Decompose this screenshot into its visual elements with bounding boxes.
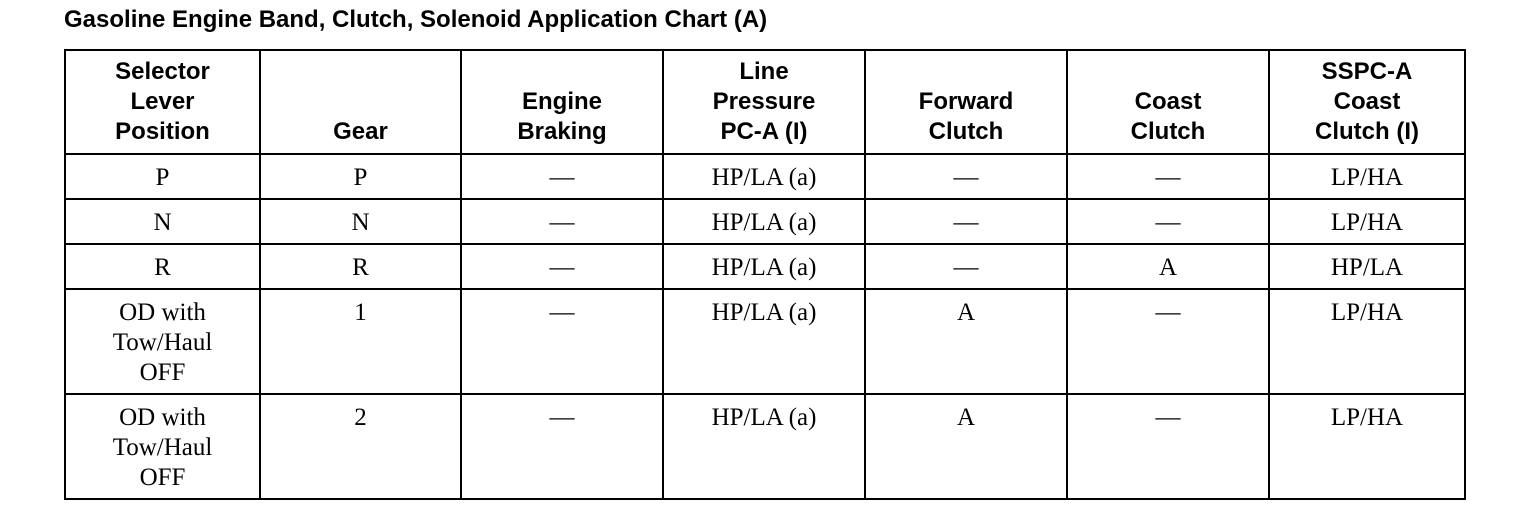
cell-selector: R [65, 244, 260, 289]
table-row [65, 199, 1465, 244]
cell-line-pressure: HP/LA (a) [663, 289, 865, 394]
cell-line-pressure: HP/LA (a) [663, 394, 865, 499]
cell-forward-clutch: — [865, 244, 1067, 289]
cell-line-pressure: HP/LA (a) [663, 154, 865, 199]
cell-sspc-a: LP/HA [1269, 154, 1465, 199]
cell-coast-clutch: A [1067, 244, 1269, 289]
cell-gear: R [260, 244, 461, 289]
cell-engine-braking: — [461, 394, 663, 499]
cell-sspc-a: LP/HA [1269, 199, 1465, 244]
table-row [65, 394, 1465, 499]
cell-gear: 2 [260, 394, 461, 499]
header-gear: Gear [260, 50, 461, 154]
header-sspc-a-coast-clutch: SSPC-A Coast Clutch (I) [1269, 50, 1465, 154]
cell-engine-braking: — [461, 289, 663, 394]
cell-coast-clutch: — [1067, 199, 1269, 244]
cell-coast-clutch: — [1067, 289, 1269, 394]
header-coast-clutch: Coast Clutch [1067, 50, 1269, 154]
table-row [65, 154, 1465, 199]
header-forward-clutch: Forward Clutch [865, 50, 1067, 154]
cell-engine-braking: — [461, 244, 663, 289]
cell-forward-clutch: — [865, 154, 1067, 199]
cell-coast-clutch: — [1067, 394, 1269, 499]
header-row [65, 50, 1465, 154]
cell-engine-braking: — [461, 154, 663, 199]
header-selector-lever-position: Selector Lever Position [65, 50, 260, 154]
header-line-pressure: Line Pressure PC-A (I) [663, 50, 865, 154]
application-chart-table [64, 49, 1466, 500]
cell-forward-clutch: A [865, 394, 1067, 499]
cell-sspc-a: LP/HA [1269, 289, 1465, 394]
cell-selector: P [65, 154, 260, 199]
cell-selector: OD with Tow/Haul OFF [65, 289, 260, 394]
cell-selector: OD with Tow/Haul OFF [65, 394, 260, 499]
cell-line-pressure: HP/LA (a) [663, 244, 865, 289]
cell-forward-clutch: A [865, 289, 1067, 394]
cell-sspc-a: LP/HA [1269, 394, 1465, 499]
cell-coast-clutch: — [1067, 154, 1269, 199]
chart-title: Gasoline Engine Band, Clutch, Solenoid Application Chart (A) [64, 6, 768, 33]
cell-selector: N [65, 199, 260, 244]
cell-forward-clutch: — [865, 199, 1067, 244]
cell-engine-braking: — [461, 199, 663, 244]
cell-gear: 1 [260, 289, 461, 394]
header-engine-braking: Engine Braking [461, 50, 663, 154]
table-row [65, 244, 1465, 289]
cell-gear: P [260, 154, 461, 199]
cell-sspc-a: HP/LA [1269, 244, 1465, 289]
cell-gear: N [260, 199, 461, 244]
cell-line-pressure: HP/LA (a) [663, 199, 865, 244]
table-row [65, 289, 1465, 394]
